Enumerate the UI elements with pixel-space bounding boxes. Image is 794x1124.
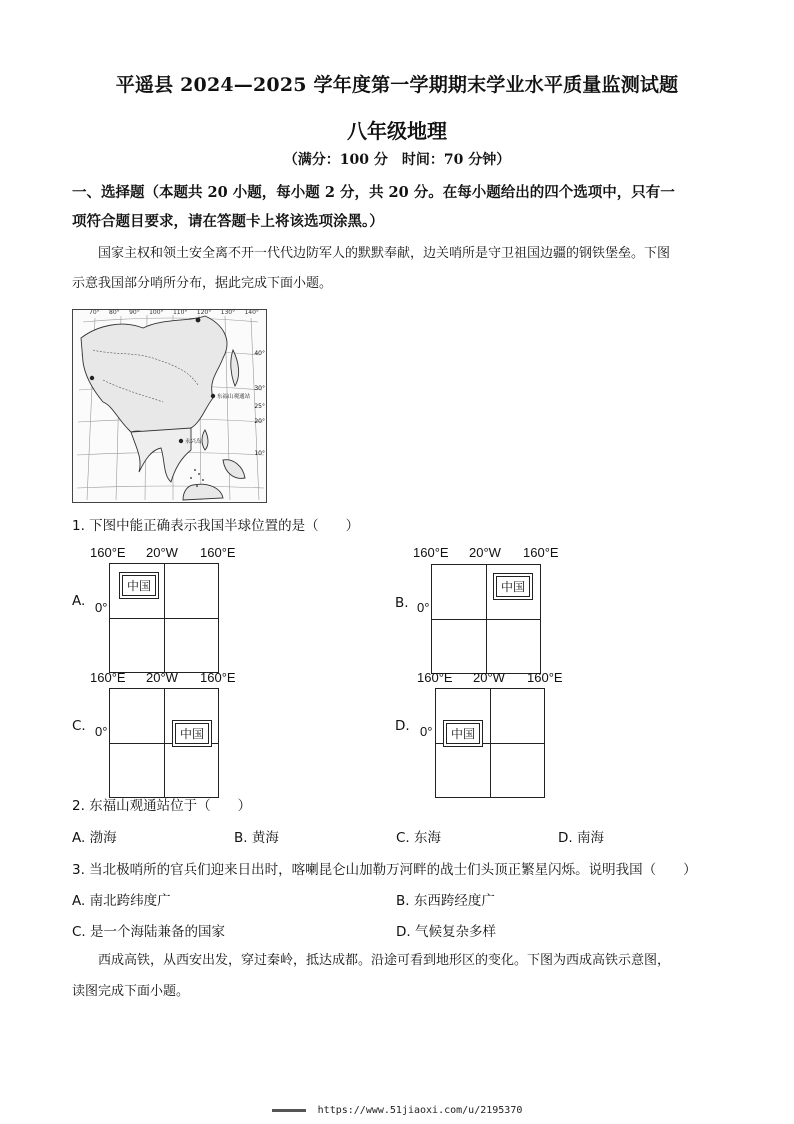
passage2-line2: 读图完成下面小题。 (72, 984, 190, 999)
passage1-line1: 国家主权和领土安全离不开一代代边防军人的默默奉献，边关哨所是守卫祖国边疆的钢铁堡垒。下图 (98, 246, 671, 261)
option-letter: C. (72, 718, 86, 734)
lon-label: 20°W (469, 545, 501, 560)
hemisphere-grid (109, 688, 219, 798)
option-letter: A. (72, 593, 86, 609)
exam-title: 平遥县 2024—2025 学年度第一学期期末学业水平质量监测试题 (115, 74, 679, 96)
equator-label: 0° (417, 600, 430, 615)
lon-label: 160°E (527, 670, 563, 685)
lon-label: 90° (129, 309, 140, 316)
q2-option-b[interactable]: B. 黄海 (234, 830, 279, 846)
question-1-text: 1. 下图中能正确表示我国半球位置的是（ ） (72, 518, 360, 534)
footer-url[interactable]: https://www.51jiaoxi.com/u/2195370 (317, 1105, 523, 1116)
q1-option-a[interactable] (72, 543, 272, 663)
lon-label: 160°E (417, 670, 453, 685)
lon-label: 160°E (413, 545, 449, 560)
q3-option-d[interactable]: D. 气候复杂多样 (396, 924, 496, 940)
lon-label: 80° (109, 309, 120, 316)
question-3-text: 3. 当北极哨所的官兵们迎来日出时，喀喇昆仑山加勒万河畔的战士们头顶正繁星闪烁。说明我国（ ） (72, 862, 697, 878)
q3-option-c[interactable]: C. 是一个海陆兼备的国家 (72, 924, 226, 940)
hemisphere-grid (435, 688, 545, 798)
lat-label: 30° (254, 385, 265, 392)
q2-option-d[interactable]: D. 南海 (558, 830, 604, 846)
footer-watermark (0, 1105, 794, 1116)
lon-label: 160°E (90, 670, 126, 685)
lon-label: 20°W (146, 545, 178, 560)
q1-option-b[interactable] (395, 545, 595, 665)
lat-label: 20° (254, 418, 265, 425)
lat-label: 25° (254, 403, 265, 410)
china-box: 中国 (493, 573, 533, 600)
passage1-line2: 示意我国部分哨所分布，据此完成下面小题。 (72, 276, 333, 291)
question-2-text: 2. 东福山观通站位于（ ） (72, 798, 252, 814)
lon-label: 120° (196, 309, 212, 316)
q2-option-a[interactable]: A. 渤海 (72, 830, 117, 846)
lon-label: 160°E (90, 545, 126, 560)
equator-label: 0° (95, 600, 108, 615)
map-place-dongfushan: 东福山观通站 (217, 394, 251, 400)
passage2-line1: 西成高铁，从西安出发，穿过秦岭，抵达成都。沿途可看到地形区的变化。下图为西成高铁示意图， (98, 953, 671, 968)
china-box: 中国 (119, 572, 159, 599)
section-heading-line2: 项符合题目要求，请在答题卡上将该选项涂黑。） (72, 213, 384, 230)
lat-label: 10° (254, 450, 265, 457)
option-letter: B. (395, 595, 409, 611)
score-time: （满分：100 分 时间：70 分钟） (283, 152, 511, 168)
hemisphere-grid (109, 563, 219, 673)
q3-option-b[interactable]: B. 东西跨经度广 (396, 893, 495, 909)
map-place-yongxing: 永兴岛 (185, 439, 202, 445)
outpost-map (72, 309, 267, 503)
china-box: 中国 (443, 720, 483, 747)
map-graticule (73, 310, 267, 503)
lon-label: 20°W (146, 670, 178, 685)
option-letter: D. (395, 718, 410, 734)
lon-label: 110° (172, 309, 188, 316)
lon-label: 140° (244, 309, 259, 316)
lat-label: 40° (254, 350, 265, 357)
equator-label: 0° (95, 724, 108, 739)
equator-label: 0° (420, 724, 433, 739)
map-longitude-labels (89, 309, 259, 316)
section-heading-line1: 一、选择题（本题共 20 小题，每小题 2 分，共 20 分。在每小题给出的四个选项中，只有一 (72, 184, 675, 201)
lon-label: 70° (89, 309, 100, 316)
q1-option-d[interactable] (395, 668, 595, 783)
q2-option-c[interactable]: C. 东海 (396, 830, 442, 846)
lon-label: 160°E (200, 545, 236, 560)
exam-subject: 八年级地理 (347, 119, 447, 143)
lon-label: 130° (220, 309, 236, 316)
q3-option-a[interactable]: A. 南北跨纬度广 (72, 893, 171, 909)
q1-option-c[interactable] (72, 668, 272, 783)
china-box: 中国 (172, 720, 212, 747)
lon-label: 160°E (523, 545, 559, 560)
lon-label: 100° (149, 309, 164, 316)
lon-label: 20°W (473, 670, 505, 685)
hemisphere-grid (431, 564, 541, 674)
footer-mark-icon (272, 1109, 306, 1112)
lon-label: 160°E (200, 670, 236, 685)
